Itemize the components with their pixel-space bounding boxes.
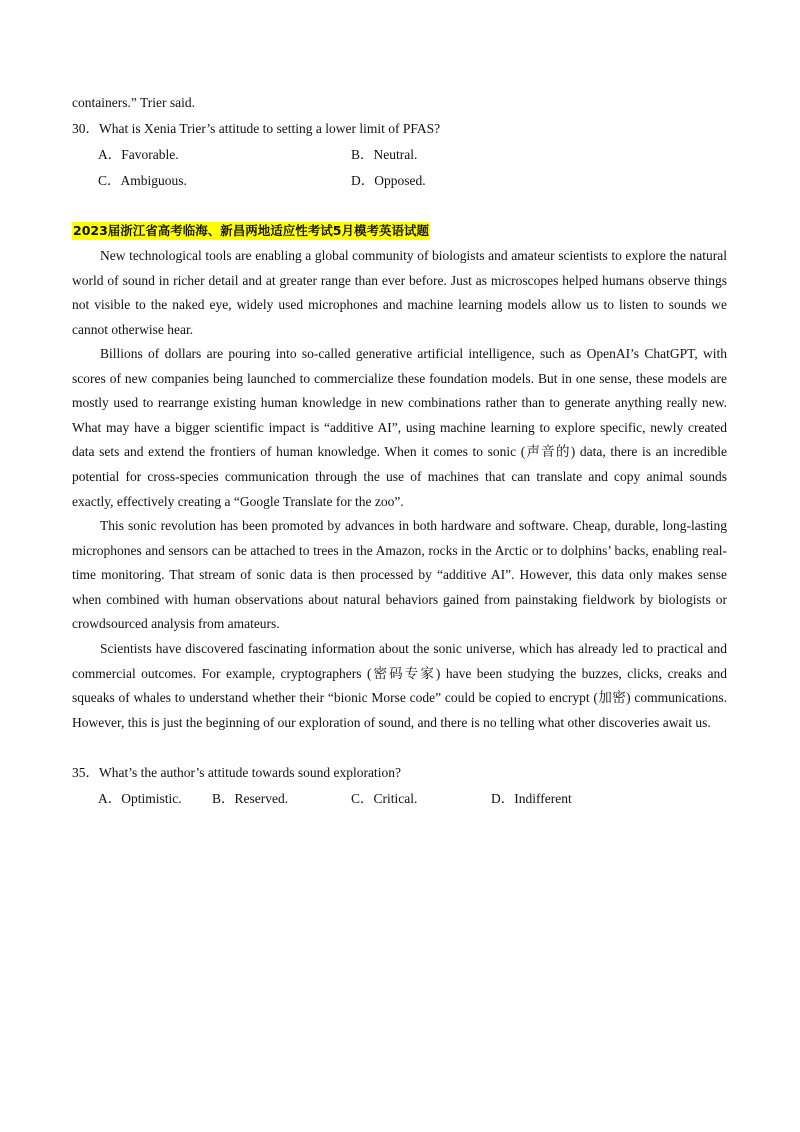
question-35-text: 35．What’s the author’s attitude towards sound exploration? [72,765,401,780]
question-30-option-c: C．Ambiguous. [98,173,187,188]
question-35-option-a: A．Optimistic. [98,791,182,806]
paragraph-3: This sonic revolution has been promoted by advances in both hardware and software. Cheap, durable, long-lasting microphones and sensors can be attached to trees in the Amazon, rocks in the Arctic or to dolphins’ backs, enabling real-time monitoring. That stream of sonic data is then processed by “additive AI”. However, this data only makes sense when combined with human observations about natural behaviors gained from painstaking fieldwork by biologists or crowdsourced analysis from amateurs. [72,518,727,632]
question-35-option-b: B．Reserved. [212,791,289,806]
paragraph-4: Scientists have discovered fascinating information about the sonic universe, which has already led to practical and commercial outcomes. For example, cryptographers (密码专家) have been studying the buzzes, clicks, creaks and squeaks of whales to understand whether their “bionic Morse code” could be copied to encrypt (加密) communications. However, this is just the beginning of our exploration of sound, and there is no telling what other discoveries await us. [72,641,727,730]
question-30-option-b: B．Neutral. [351,147,418,162]
paragraph-1: New technological tools are enabling a global community of biologists and amateur scientists to explore the natural world of sound in richer detail and at greater range than ever before. Just as microscopes helped humans observe things not visible to the naked eye, widely used microphones and machine learning models allow us to listen to sounds we cannot otherwise hear. [72,248,727,337]
continuation-text: containers.” Trier said. [72,95,195,110]
question-35-option-d: D．Indifferent [491,791,572,806]
question-30-option-a: A．Favorable. [98,147,179,162]
question-35-option-c: C．Critical. [351,791,418,806]
section-heading: 2023届浙江省高考临海、新昌两地适应性考试5月模考英语试题 [73,223,429,238]
question-30-option-d: D．Opposed. [351,173,426,188]
question-30-text: 30．What is Xenia Trier’s attitude to setting a lower limit of PFAS? [72,121,441,136]
paragraph-2: Billions of dollars are pouring into so-called generative artificial intelligence, such as OpenAI’s ChatGPT, with scores of new companies being launched to commercialize these foundation models. But in one sense, these models are mostly used to rearrange existing human knowledge in new combinations rather than to generate anything really new. What may have a bigger scientific impact is “additive AI”, using machine learning to explore specific, newly created data sets and extend the frontiers of human knowledge. When it comes to sonic (声音的) data, there is an incredible potential for cross-species communication through the use of machines that can translate and copy animal sounds exactly, effectively creating a “Google Translate for the zoo”. [72,346,727,509]
